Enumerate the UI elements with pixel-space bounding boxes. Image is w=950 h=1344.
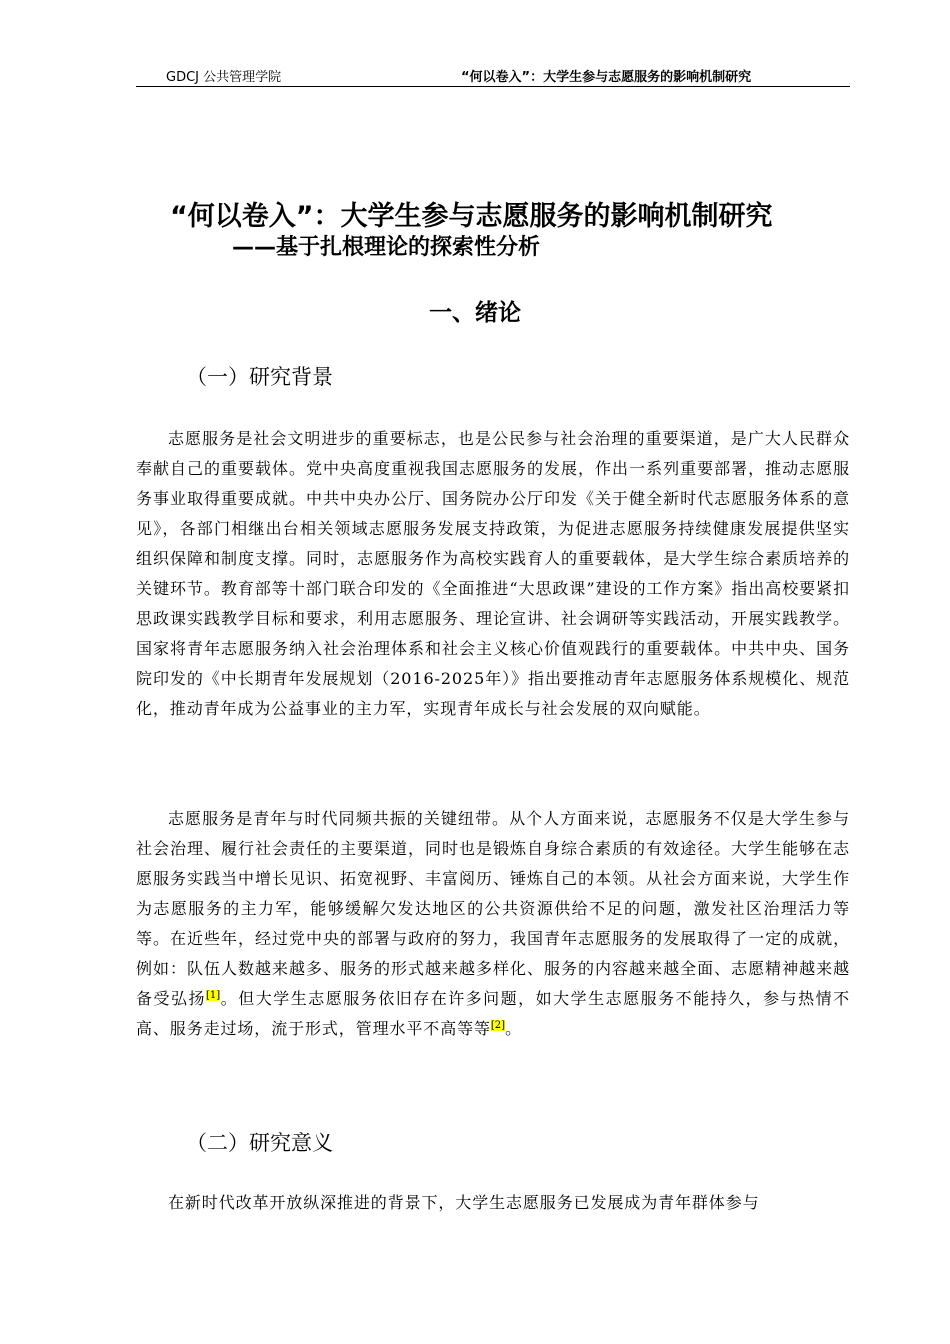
citation-ref-2[interactable]: [2] <box>490 1019 506 1031</box>
body-paragraph-1: 志愿服务是社会文明进步的重要标志，也是公民参与社会治理的重要渠道，是广大人民群众奉献自己的重要载体。党中央高度重视我国志愿服务的发展，作出一系列重要部署，推动志愿服务事业取得重要成就。中共中央办公厅、国务院办公厅印发《关于健全新时代志愿服务体系的意见》，各部门相继出台相关领域志愿服务发展支持政策，为促进志愿服务持续健康发展提供坚实组织保障和制度支撑。同时，志愿服务作为高校实践育人的重要载体，是大学生综合素质培养的关键环节。教育部等十部门联合印发的《全面推进“大思政课”建设的工作方案》指出高校要紧扣思政课实践教学目标和要求，利用志愿服务、理论宣讲、社会调研等实践活动，开展实践教学。国家将青年志愿服务纳入社会治理体系和社会主义核心价值观践行的重要载体。中共中央、国务院印发的《中长期青年发展规划（2016-2025年）》指出要推动青年志愿服务体系规模化、规范化，推动青年成为公益事业的主力军，实现青年成长与社会发展的双向赋能。 <box>136 429 850 718</box>
paragraph-2-text-a: 志愿服务是青年与时代同频共振的关键纽带。从个人方面来说，志愿服务不仅是大学生参与社会治理、履行社会责任的主要渠道，同时也是锻炼自身综合素质的有效途径。大学生能够在志愿服务实践当中增长见识、拓宽视野、丰富阅历、锤炼自己的本领。从社会方面来说，大学生作为志愿服务的主力军，能够缓解欠发达地区的公共资源供给不足的问题，激发社区治理活力等等。在近些年，经过党中央的部署与政府的努力，我国青年志愿服务的发展取得了一定的成就，例如：队伍人数越来越多、服务的形式越来越多样化、服务的内容越来越全面、志愿精神越来越备受弘扬 <box>136 809 850 1008</box>
paragraph-2-text-c: 。 <box>505 1019 522 1038</box>
citation-ref-1[interactable]: [1] <box>205 989 221 1001</box>
paper-subtitle: ——基于扎根理论的探索性分析 <box>232 235 541 260</box>
paragraph-2-text-b: 。但大学生志愿服务依旧存在许多问题，如大学生志愿服务不能持久，参与热情不高、服务走过场，流于形式，管理水平不高等等 <box>136 989 850 1038</box>
paper-title: “何以卷入”：大学生参与志愿服务的影响机制研究 <box>170 201 773 232</box>
header-title: “何以卷入”：大学生参与志愿服务的影响机制研究 <box>461 70 752 85</box>
header-institution: GDCJ 公共管理学院 <box>166 70 282 85</box>
body-paragraph-3: 在新时代改革开放纵深推进的背景下，大学生志愿服务已发展成为青年群体参与 <box>168 1193 760 1212</box>
running-header <box>136 62 850 87</box>
subsection-heading-significance: （二）研究意义 <box>186 1131 333 1155</box>
body-paragraph-2 <box>136 804 850 1044</box>
subsection-heading-background: （一）研究背景 <box>186 365 333 389</box>
section-heading-introduction: 一、绪论 <box>429 300 521 326</box>
